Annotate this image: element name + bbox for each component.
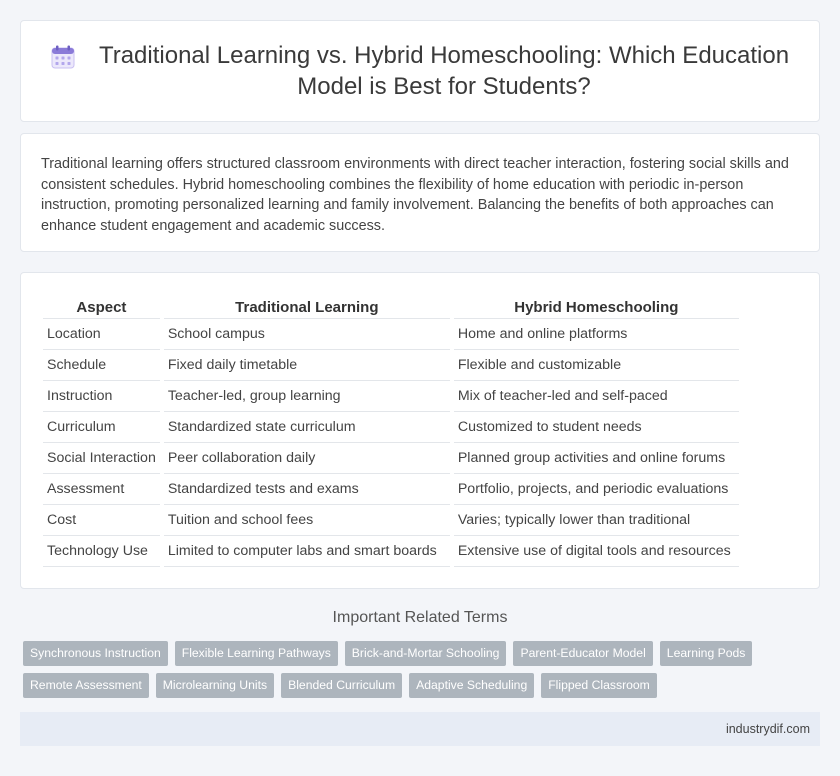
tag-microlearning-units[interactable]: Microlearning Units [156, 673, 274, 698]
row-traditional: Standardized state curriculum [164, 412, 450, 443]
comparison-table [39, 295, 743, 567]
tag-remote-assessment[interactable]: Remote Assessment [23, 673, 149, 698]
row-traditional: Standardized tests and exams [164, 474, 450, 505]
row-aspect: Social Interaction [43, 443, 160, 474]
row-traditional: School campus [164, 319, 450, 350]
tag-parent-educator-model[interactable]: Parent-Educator Model [513, 641, 652, 666]
table-row [43, 412, 739, 443]
row-aspect: Assessment [43, 474, 160, 505]
tag-adaptive-scheduling[interactable]: Adaptive Scheduling [409, 673, 534, 698]
tag-flexible-learning-pathways[interactable]: Flexible Learning Pathways [175, 641, 338, 666]
row-hybrid: Mix of teacher-led and self-paced [454, 381, 739, 412]
footer [20, 712, 820, 746]
tag-learning-pods[interactable]: Learning Pods [660, 641, 753, 666]
table-row [43, 319, 739, 350]
row-aspect: Cost [43, 505, 160, 536]
tag-flipped-classroom[interactable]: Flipped Classroom [541, 673, 657, 698]
tag-row [23, 673, 803, 698]
row-aspect: Location [43, 319, 160, 350]
tag-brick-and-mortar-schooling[interactable]: Brick-and-Mortar Schooling [345, 641, 507, 666]
row-traditional: Teacher-led, group learning [164, 381, 450, 412]
row-hybrid: Extensive use of digital tools and resources [454, 536, 739, 567]
column-header-aspect: Aspect [43, 295, 160, 319]
table-row [43, 474, 739, 505]
tag-synchronous-instruction[interactable]: Synchronous Instruction [23, 641, 168, 666]
row-traditional: Limited to computer labs and smart boards [164, 536, 450, 567]
row-hybrid: Varies; typically lower than traditional [454, 505, 739, 536]
table-row [43, 536, 739, 567]
row-aspect: Technology Use [43, 536, 160, 567]
column-header-hybrid: Hybrid Homeschooling [454, 295, 739, 319]
row-aspect: Instruction [43, 381, 160, 412]
row-hybrid: Portfolio, projects, and periodic evaluations [454, 474, 739, 505]
table-row [43, 443, 739, 474]
intro-paragraph: Traditional learning offers structured classroom environments with direct teacher interaction, fostering social skills and consistent schedules. Hybrid homeschooling combines the flexibility of home education with periodic in-person instruction, promoting personalized learning and family involvement. Balancing the benefits of both approaches can enhance student engagement and academic success. [41, 156, 789, 234]
page-title: Traditional Learning vs. Hybrid Homeschooling: Which Education Model is Best for Students? [98, 42, 790, 100]
table-row [43, 505, 739, 536]
row-traditional: Peer collaboration daily [164, 443, 450, 474]
related-terms-list [23, 641, 803, 705]
table-row [43, 350, 739, 381]
table-row [43, 381, 739, 412]
comparison-card [20, 272, 820, 589]
column-header-traditional: Traditional Learning [164, 295, 450, 319]
row-aspect: Schedule [43, 350, 160, 381]
calendar-icon [50, 44, 76, 70]
row-traditional: Tuition and school fees [164, 505, 450, 536]
row-traditional: Fixed daily timetable [164, 350, 450, 381]
footer-site-link[interactable]: industrydif.com [725, 722, 810, 736]
tag-row [23, 641, 803, 666]
related-terms-title: Important Related Terms [332, 609, 508, 626]
row-hybrid: Flexible and customizable [454, 350, 739, 381]
table-header-row [43, 295, 739, 319]
row-hybrid: Customized to student needs [454, 412, 739, 443]
tag-blended-curriculum[interactable]: Blended Curriculum [281, 673, 402, 698]
row-hybrid: Planned group activities and online forums [454, 443, 739, 474]
intro-card [20, 133, 820, 252]
row-aspect: Curriculum [43, 412, 160, 443]
row-hybrid: Home and online platforms [454, 319, 739, 350]
title-card [20, 20, 820, 122]
